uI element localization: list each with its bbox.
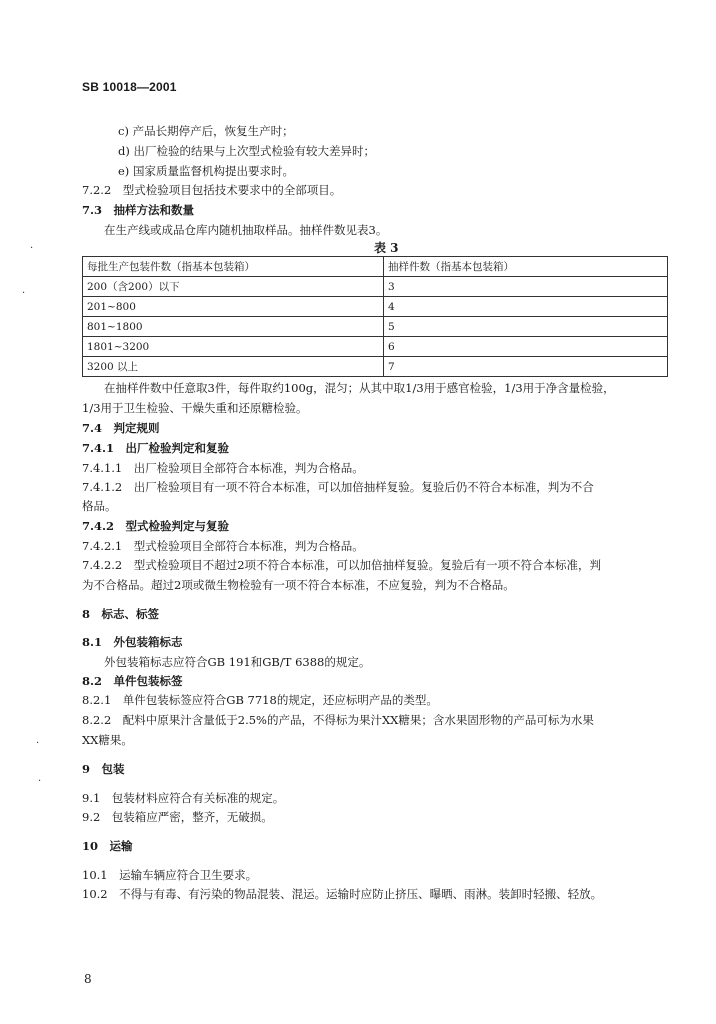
scan-speck: · <box>22 288 26 299</box>
table-row <box>83 277 668 297</box>
table-cell-batch: 1801~3200 <box>83 337 384 357</box>
clause-8-1-text: 外包装箱标志应符合GB 191和GB/T 6388的规定。 <box>104 655 371 669</box>
table-header-cell: 抽样件数（指基本包装箱） <box>384 257 668 277</box>
table-header-row <box>83 257 668 277</box>
table-cell-batch: 3200 以上 <box>83 357 384 377</box>
clause-7-4-2-1: 7.4.2.1 型式检验项目全部符合本标准，判为合格品。 <box>82 539 364 553</box>
table-cell-samples: 6 <box>384 337 668 357</box>
heading-7-4: 7.4 判定规则 <box>82 421 160 435</box>
clause-7-4-1-2-cont: 格品。 <box>82 499 117 513</box>
heading-7-4-1: 7.4.1 出厂检验判定和复验 <box>82 441 230 455</box>
clause-7-4-2-2-cont: 为不合格品。超过2项或微生物检验有一项不符合本标准，不应复验，判为不合格品。 <box>82 578 515 592</box>
sampling-text-line-2: 1/3用于卫生检验、干燥失重和还原糖检验。 <box>82 401 308 415</box>
section-8-title: 8 标志、标签 <box>82 607 160 621</box>
clause-7-4-1-2: 7.4.1.2 出厂检验项目有一项不符合本标准，可以加倍抽样复验。复验后仍不符合本标准，判为不合 <box>82 480 594 494</box>
page-number: 8 <box>84 972 92 986</box>
table-row <box>83 357 668 377</box>
sampling-text-line-1: 在抽样件数中任意取3件，每件取约100g，混匀；从其中取1/3用于感官检验，1/3用于净含量检验， <box>104 381 615 395</box>
heading-8-1: 8.1 外包装箱标志 <box>82 635 183 649</box>
clause-7-3-text: 在生产线或成品仓库内随机抽取样品。抽样件数见表3。 <box>104 223 388 237</box>
clause-7-4-2-2: 7.4.2.2 型式检验项目不超过2项不符合本标准，可以加倍抽样复验。复验后有一项不符合本标准，判 <box>82 558 602 572</box>
clause-8-2-2-cont: XX糖果。 <box>82 733 133 747</box>
document-header-id: SB 10018—2001 <box>82 80 177 94</box>
section-9-title: 9 包装 <box>82 762 125 776</box>
clause-10-2: 10.2 不得与有毒、有污染的物品混装、混运。运输时应防止挤压、曝晒、雨淋。装卸时轻搬、轻放。 <box>82 887 603 901</box>
clause-9-2: 9.2 包装箱应严密，整齐，无破损。 <box>82 810 273 824</box>
table-cell-batch: 801~1800 <box>83 317 384 337</box>
heading-7-3: 7.3 抽样方法和数量 <box>82 203 195 217</box>
table-cell-batch: 200（含200）以下 <box>83 277 384 297</box>
heading-8-2: 8.2 单件包装标签 <box>82 674 183 688</box>
scan-speck: · <box>38 776 42 787</box>
clause-8-2-2: 8.2.2 配料中原果汁含量低于2.5%的产品，不得标为果汁XX糖果；含水果固形物的产品可标为水果 <box>82 713 594 727</box>
item-d-line: d) 出厂检验的结果与上次型式检验有较大差异时； <box>118 144 376 158</box>
heading-7-4-2: 7.4.2 型式检验判定与复验 <box>82 519 230 533</box>
clause-10-1: 10.1 运输车辆应符合卫生要求。 <box>82 868 258 882</box>
section-10-title: 10 运输 <box>82 839 133 853</box>
table-row <box>83 337 668 357</box>
table-header-cell: 每批生产包装件数（指基本包装箱） <box>83 257 384 277</box>
table-cell-batch: 201~800 <box>83 297 384 317</box>
table-row <box>83 297 668 317</box>
table-cell-samples: 3 <box>384 277 668 297</box>
item-c-line: c) 产品长期停产后，恢复生产时； <box>118 124 294 138</box>
clause-7-4-1-1: 7.4.1.1 出厂检验项目全部符合本标准，判为合格品。 <box>82 461 364 475</box>
sampling-table <box>82 256 668 377</box>
scan-speck: · <box>30 243 34 254</box>
clause-8-2-1: 8.2.1 单件包装标签应符合GB 7718的规定，还应标明产品的类型。 <box>82 693 438 707</box>
scan-speck: · <box>36 738 40 749</box>
table-cell-samples: 7 <box>384 357 668 377</box>
table-row <box>83 317 668 337</box>
table-cell-samples: 5 <box>384 317 668 337</box>
table-3-caption: 表 3 <box>374 241 399 255</box>
clause-9-1: 9.1 包装材料应符合有关标准的规定。 <box>82 791 285 805</box>
table-cell-samples: 4 <box>384 297 668 317</box>
clause-7-2-2: 7.2.2 型式检验项目包括技术要求中的全部项目。 <box>82 183 342 197</box>
item-e-line: e) 国家质量监督机构提出要求时。 <box>118 164 294 178</box>
